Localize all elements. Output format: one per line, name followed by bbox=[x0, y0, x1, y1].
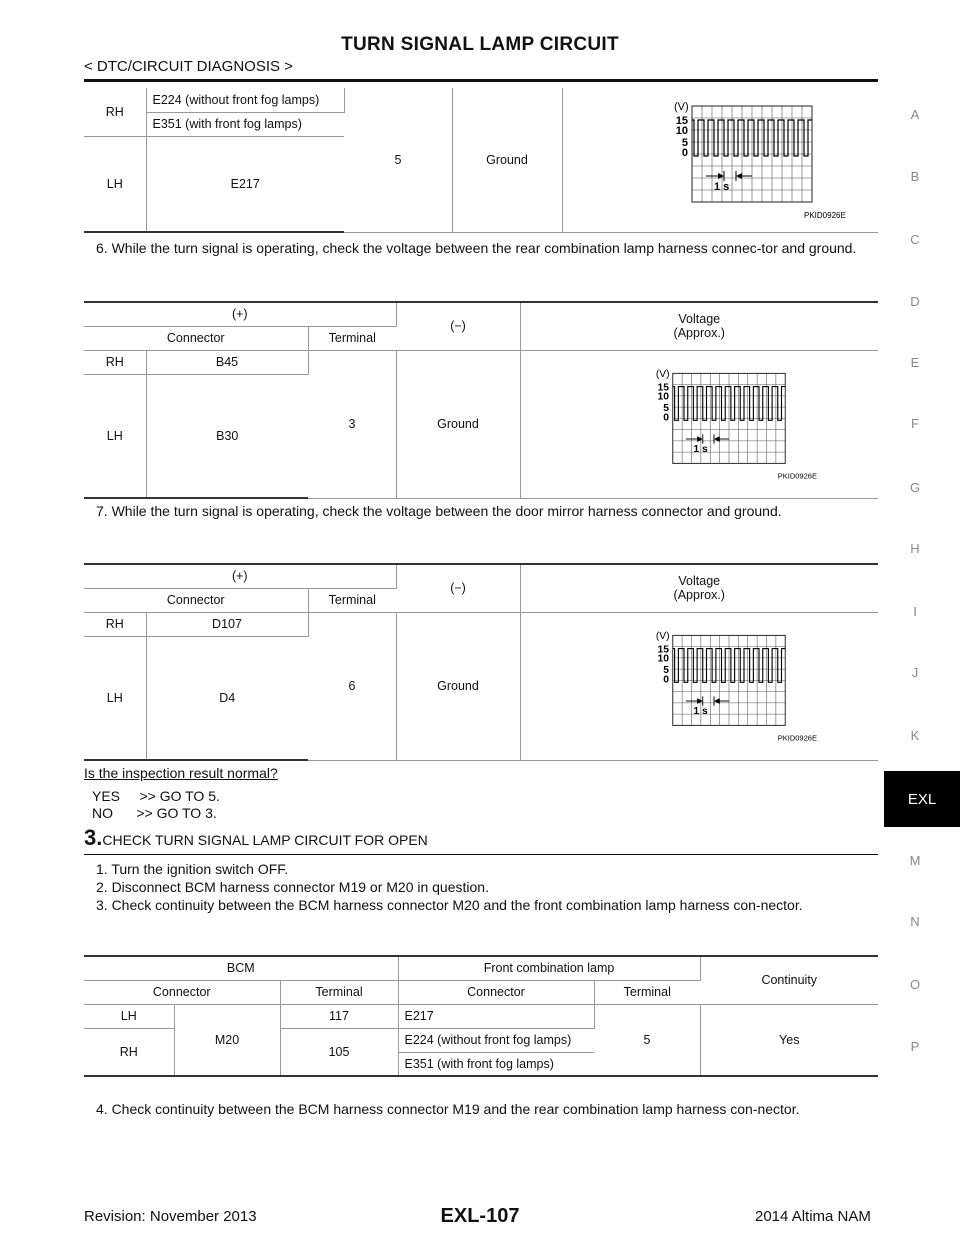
terminal-cell: 6 bbox=[308, 612, 396, 760]
voltage-label: Voltage bbox=[678, 574, 721, 589]
side-tab-active[interactable]: EXL bbox=[884, 771, 960, 827]
period-label: 1 s bbox=[693, 444, 708, 456]
terminal-cell: 105 bbox=[280, 1028, 398, 1076]
step-3-4: 4. Check continuity between the BCM harness connector M19 and the rear combination lamp harness con-nector. bbox=[96, 1101, 800, 1117]
row-label-rh: RH bbox=[84, 88, 146, 136]
terminal-header: Terminal bbox=[308, 588, 396, 612]
plus-header: (+) bbox=[84, 564, 396, 588]
side-tab-j[interactable]: J bbox=[911, 665, 919, 680]
waveform-figure bbox=[599, 364, 818, 484]
connector-cell: E224 (without front fog lamps) bbox=[146, 88, 344, 112]
footer-revision: Revision: November 2013 bbox=[84, 1208, 257, 1225]
voltage-header bbox=[520, 564, 878, 612]
voltage-label: Voltage bbox=[678, 312, 721, 327]
connector-cell: B45 bbox=[146, 350, 308, 374]
voltage-tick-label: 15 bbox=[657, 644, 670, 656]
fcl-header: Front combination lamp bbox=[398, 956, 700, 980]
connector-cell: E351 (with front fog lamps) bbox=[146, 112, 344, 136]
terminal-cell: 5 bbox=[344, 88, 452, 232]
voltage-tick-label: 0 bbox=[663, 674, 670, 686]
side-tab-d[interactable]: D bbox=[910, 294, 920, 309]
voltage-tick-label: 10 bbox=[676, 124, 689, 137]
voltage-tick-label: 10 bbox=[657, 653, 670, 665]
terminal-header: Terminal bbox=[280, 980, 398, 1004]
bcm-header: BCM bbox=[84, 956, 398, 980]
table-bcm-continuity bbox=[84, 955, 878, 1077]
footer-page-number: EXL-107 bbox=[440, 1205, 520, 1227]
ground-cell: Ground bbox=[396, 350, 520, 498]
row-label-rh: RH bbox=[84, 612, 146, 636]
waveform-cell bbox=[562, 88, 878, 232]
header-rule bbox=[84, 79, 878, 82]
side-tab-p[interactable]: P bbox=[910, 1039, 920, 1054]
step-text: While the turn signal is operating, check the voltage between the rear combination lamp harness connec-tor and ground. bbox=[111, 240, 857, 256]
side-tab-e[interactable]: E bbox=[910, 355, 920, 370]
continuity-cell: Yes bbox=[700, 1004, 878, 1076]
voltage-tick-label: 0 bbox=[682, 146, 689, 159]
row-label-lh: LH bbox=[84, 636, 146, 760]
terminal-cell: 117 bbox=[280, 1004, 398, 1028]
voltage-tick-label: 15 bbox=[657, 382, 670, 394]
footer-model: 2014 Altima NAM bbox=[755, 1208, 871, 1225]
waveform-figure bbox=[620, 96, 847, 224]
connector-header: Connector bbox=[398, 980, 594, 1004]
side-tab-a[interactable]: A bbox=[910, 107, 920, 122]
approx-label: (Approx.) bbox=[673, 588, 725, 603]
connector-header: Connector bbox=[84, 588, 308, 612]
waveform-cell bbox=[520, 350, 878, 498]
side-tab-f[interactable]: F bbox=[911, 416, 919, 431]
no-result: NO >> GO TO 3. bbox=[92, 805, 217, 821]
voltage-unit-label: (V) bbox=[656, 369, 670, 381]
connector-cell: E351 (with front fog lamps) bbox=[398, 1052, 594, 1076]
minus-header: (−) bbox=[396, 302, 520, 350]
voltage-tick-label: 0 bbox=[663, 412, 670, 424]
voltage-tick-label: 10 bbox=[657, 391, 670, 403]
figure-id: PKID0926E bbox=[778, 733, 818, 743]
step-text: While the turn signal is operating, check the voltage between the door mirror harness connector and ground. bbox=[111, 503, 782, 519]
side-tab-g[interactable]: G bbox=[909, 480, 921, 495]
connector-header: Connector bbox=[84, 980, 280, 1004]
figure-id: PKID0926E bbox=[804, 210, 847, 220]
side-tab-n[interactable]: N bbox=[910, 914, 920, 929]
connector-cell: E217 bbox=[146, 136, 344, 232]
approx-label: (Approx.) bbox=[673, 326, 725, 341]
table-door-mirror-voltage bbox=[84, 563, 878, 761]
step-3-1: 1. Turn the ignition switch OFF. bbox=[96, 861, 289, 877]
page-title: TURN SIGNAL LAMP CIRCUIT bbox=[341, 34, 619, 55]
voltage-tick-label: 15 bbox=[676, 114, 689, 127]
ground-cell: Ground bbox=[396, 612, 520, 760]
inspection-question: Is the inspection result normal? bbox=[84, 765, 278, 781]
terminal-header: Terminal bbox=[594, 980, 700, 1004]
step-6 bbox=[96, 239, 886, 257]
row-label-lh: LH bbox=[84, 1004, 174, 1028]
row-label-lh: LH bbox=[84, 136, 146, 232]
connector-cell: D107 bbox=[146, 612, 308, 636]
connector-cell: D4 bbox=[146, 636, 308, 760]
side-tab-h[interactable]: H bbox=[910, 541, 920, 556]
side-tab-b[interactable]: B bbox=[910, 169, 920, 184]
voltage-unit-label: (V) bbox=[674, 100, 689, 113]
connector-cell: B30 bbox=[146, 374, 308, 498]
connector-cell: E224 (without front fog lamps) bbox=[398, 1028, 594, 1052]
waveform-cell bbox=[520, 612, 878, 760]
step-3-3: 3. Check continuity between the BCM harness connector M20 and the front combination lamp harness con-nector. bbox=[96, 897, 803, 913]
step-7 bbox=[96, 502, 886, 520]
side-tab-c[interactable]: C bbox=[910, 232, 920, 247]
yes-result: YES >> GO TO 5. bbox=[92, 788, 220, 804]
plus-header: (+) bbox=[84, 302, 396, 326]
period-label: 1 s bbox=[693, 706, 708, 718]
terminal-cell: 5 bbox=[594, 1004, 700, 1076]
connector-cell: E217 bbox=[398, 1004, 594, 1028]
table-front-lamp-voltage bbox=[84, 88, 878, 233]
table-rear-lamp-voltage bbox=[84, 301, 878, 499]
voltage-tick-label: 5 bbox=[682, 136, 689, 149]
voltage-tick-label: 5 bbox=[663, 402, 670, 414]
connector-header: Connector bbox=[84, 326, 308, 350]
step-number: 3. bbox=[84, 825, 103, 850]
step-3-heading bbox=[84, 825, 878, 855]
section-label: < DTC/CIRCUIT DIAGNOSIS > bbox=[84, 58, 293, 75]
ground-cell: Ground bbox=[452, 88, 562, 232]
step-number: 7. bbox=[96, 503, 108, 519]
terminal-cell: 3 bbox=[308, 350, 396, 498]
terminal-header: Terminal bbox=[308, 326, 396, 350]
minus-header: (−) bbox=[396, 564, 520, 612]
side-tab-o[interactable]: O bbox=[909, 977, 921, 992]
side-tab-k[interactable]: K bbox=[910, 728, 920, 743]
figure-id: PKID0926E bbox=[778, 471, 818, 481]
step-title: CHECK TURN SIGNAL LAMP CIRCUIT FOR OPEN bbox=[102, 832, 428, 848]
row-label-rh: RH bbox=[84, 350, 146, 374]
waveform-figure bbox=[599, 626, 818, 746]
period-label: 1 s bbox=[714, 180, 730, 193]
step-3-2: 2. Disconnect BCM harness connector M19 or M20 in question. bbox=[96, 879, 489, 895]
row-label-lh: LH bbox=[84, 374, 146, 498]
row-label-rh: RH bbox=[84, 1028, 174, 1076]
side-tab-i[interactable]: I bbox=[913, 604, 917, 619]
side-tab-m[interactable]: M bbox=[909, 853, 921, 868]
bcm-connector-cell: M20 bbox=[174, 1004, 280, 1076]
voltage-tick-label: 5 bbox=[663, 664, 670, 676]
step-number: 6. bbox=[96, 240, 108, 256]
voltage-unit-label: (V) bbox=[656, 631, 670, 643]
voltage-header bbox=[520, 302, 878, 350]
continuity-header: Continuity bbox=[700, 956, 878, 1004]
